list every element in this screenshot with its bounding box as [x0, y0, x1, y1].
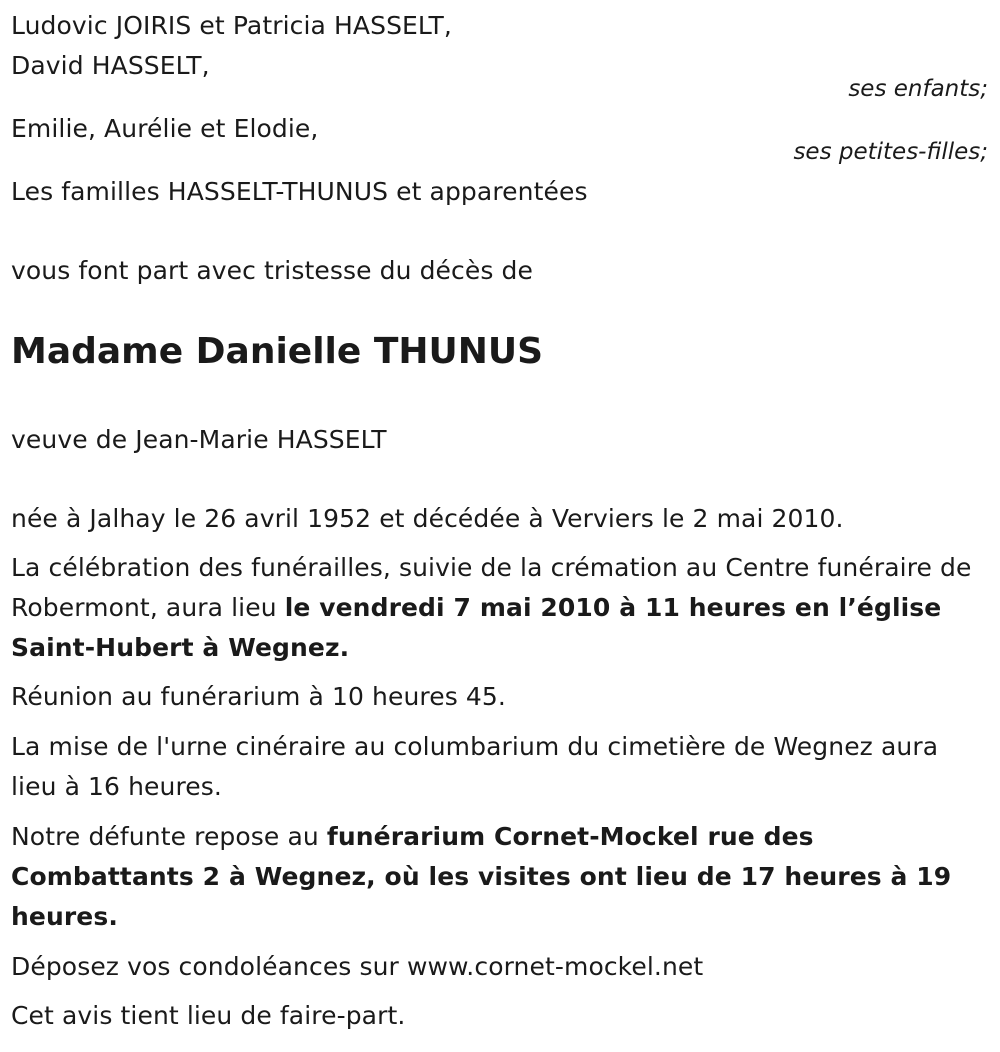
- repose-intro: Notre défunte repose au: [11, 822, 327, 851]
- grandchildren: Emilie, Aurélie et Elodie,: [11, 114, 319, 143]
- funeral-paragraph: [11, 548, 991, 668]
- funeral-intro: La célébration des funérailles, suivie de la crémation au Centre funéraire de Robermont, aura lieu: [11, 553, 972, 622]
- family-children-line2: David HASSELT,: [11, 51, 210, 80]
- grandchildren-role: ses petites-filles;: [793, 139, 988, 165]
- children-role: ses enfants;: [848, 76, 988, 102]
- reunion: Réunion au funérarium à 10 heures 45.: [11, 682, 506, 711]
- closing: Cet avis tient lieu de faire-part.: [11, 1001, 406, 1030]
- deceased-name: Madame Danielle THUNUS: [11, 331, 544, 372]
- announcement: vous font part avec tristesse du décès de: [11, 256, 533, 285]
- family-children-line1: Ludovic JOIRIS et Patricia HASSELT,: [11, 11, 452, 40]
- repose-details: funérarium Cornet-Mockel rue des Combattants 2 à Wegnez, où les visites ont lieu de 17 heures à 19 heures.: [11, 822, 952, 931]
- widow-of: veuve de Jean-Marie HASSELT: [11, 425, 387, 454]
- urn-paragraph: La mise de l'urne cinéraire au columbarium du cimetière de Wegnez aura lieu à 16 heures.: [11, 732, 939, 801]
- condolences: Déposez vos condoléances sur www.cornet-mockel.net: [11, 952, 704, 981]
- families-line: Les familles HASSELT-THUNUS et apparentées: [11, 177, 588, 206]
- birth-death: née à Jalhay le 26 avril 1952 et décédée à Verviers le 2 mai 2010.: [11, 504, 844, 533]
- repose-paragraph: [11, 817, 991, 937]
- funeral-details: le vendredi 7 mai 2010 à 11 heures en l’église Saint-Hubert à Wegnez.: [11, 593, 942, 662]
